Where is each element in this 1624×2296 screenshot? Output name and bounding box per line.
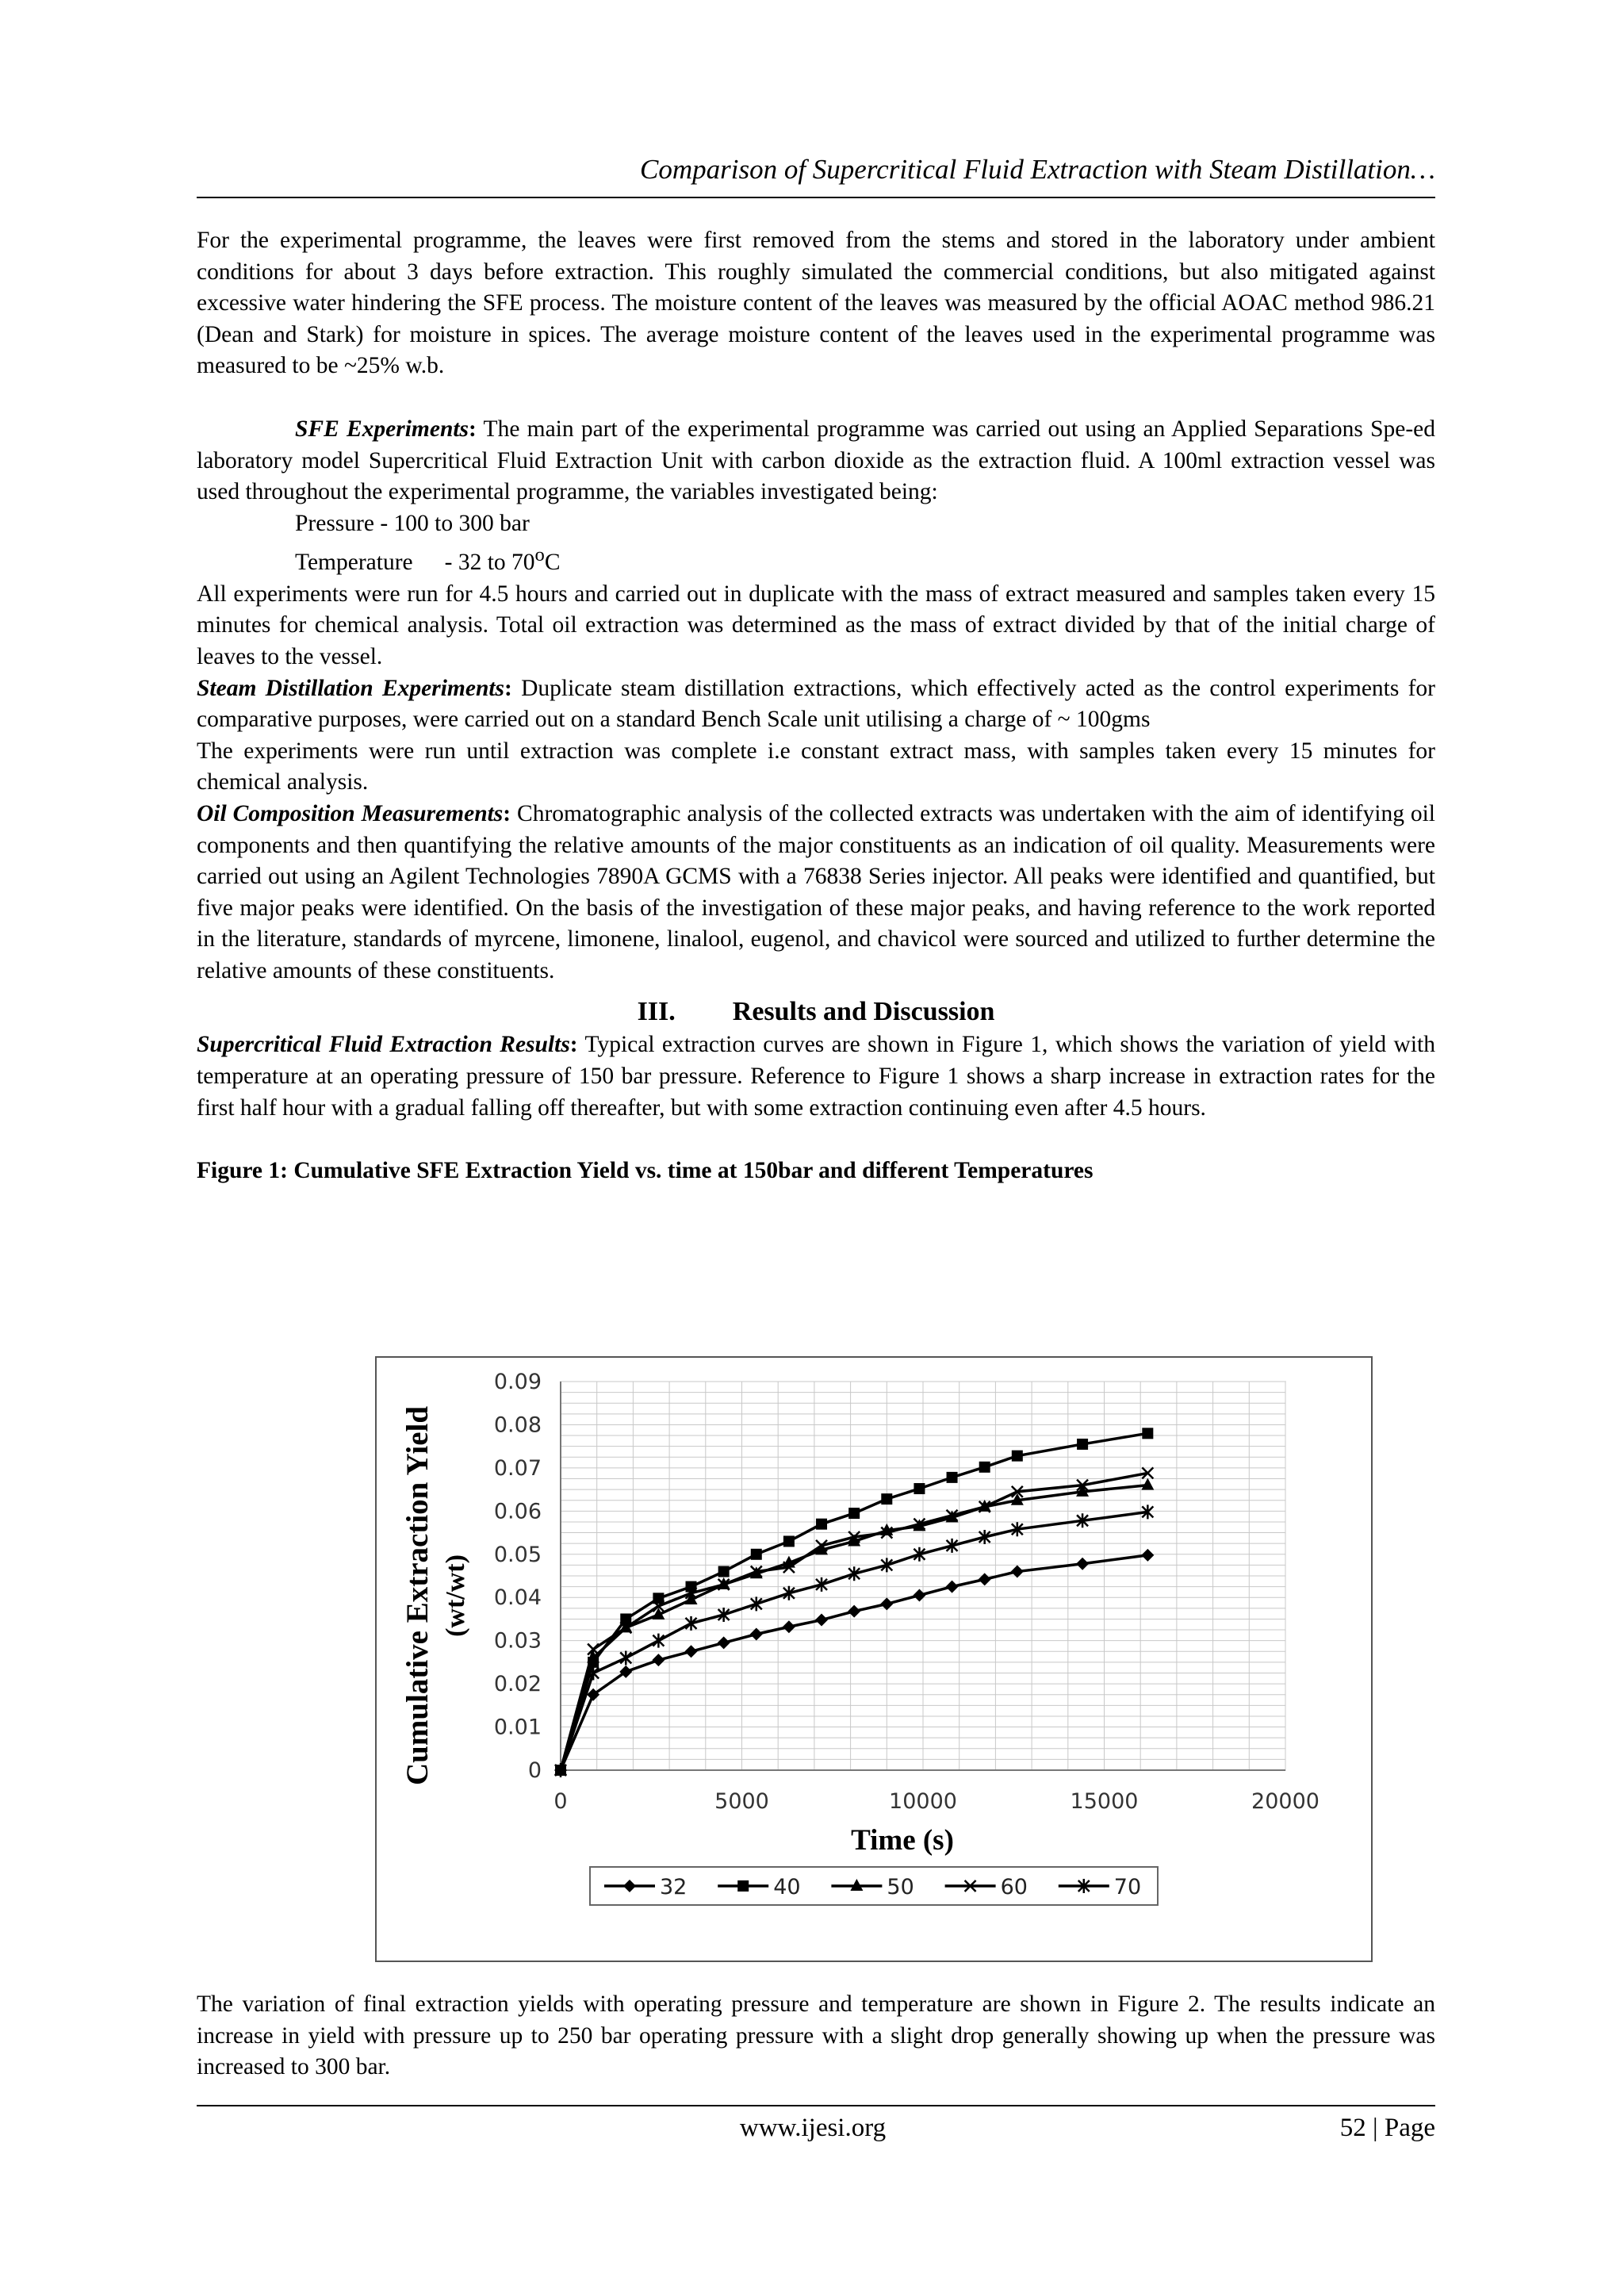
y-tick-label: 0.04 bbox=[493, 1585, 542, 1611]
temp-unit: C bbox=[544, 550, 561, 576]
x-tick-label: 20000 bbox=[1251, 1789, 1320, 1814]
legend-label-40: 40 bbox=[773, 1875, 801, 1899]
degree-mark: o bbox=[534, 544, 545, 566]
y-tick-label: 0.05 bbox=[493, 1542, 542, 1567]
paragraph-oil-composition bbox=[197, 799, 1435, 987]
data-point-40 bbox=[718, 1566, 730, 1577]
figure-1-chart bbox=[375, 1356, 1373, 1962]
oil-composition-colon: : bbox=[503, 800, 511, 826]
data-point-40 bbox=[881, 1493, 892, 1504]
data-point-40 bbox=[979, 1462, 990, 1473]
sfe-results-label: Supercritical Fluid Extraction Results bbox=[197, 1032, 570, 1058]
y-tick-label: 0.01 bbox=[493, 1715, 542, 1740]
y-tick-label: 0.08 bbox=[493, 1412, 542, 1438]
data-point-40 bbox=[783, 1535, 795, 1547]
variable-pressure: Pressure - 100 to 300 bar bbox=[295, 510, 530, 536]
legend-marker-40 bbox=[737, 1880, 749, 1892]
variable-temperature bbox=[197, 539, 1435, 578]
chart-svg bbox=[377, 1358, 1371, 1961]
y-tick-label: 0.02 bbox=[493, 1672, 542, 1697]
section-title: Results and Discussion bbox=[732, 997, 995, 1027]
sfe-experiments-label: SFE Experiments bbox=[295, 416, 469, 442]
section-heading bbox=[197, 995, 1435, 1029]
footer-rule bbox=[197, 2105, 1435, 2106]
body-text-after-figure bbox=[197, 1989, 1435, 2083]
legend-label-32: 32 bbox=[660, 1875, 688, 1899]
temp-range: - 32 to 70 bbox=[444, 550, 535, 576]
x-tick-label: 10000 bbox=[889, 1789, 957, 1814]
figure-caption: Figure 1: Cumulative SFE Extraction Yield vs. time at 150bar and different Temperatures bbox=[197, 1158, 1094, 1184]
x-axis-title: Time (s) bbox=[851, 1824, 954, 1857]
paragraph-experiments-run: The experiments were run until extraction was complete i.e constant extract mass, with samples taken every 15 minutes for chemical analysis. bbox=[197, 738, 1435, 795]
steam-distillation-label: Steam Distillation Experiments bbox=[197, 675, 505, 701]
x-tick-label: 5000 bbox=[714, 1789, 769, 1814]
section-number: III. bbox=[637, 997, 676, 1027]
legend-label-60: 60 bbox=[1000, 1875, 1028, 1899]
oil-composition-label: Oil Composition Measurements bbox=[197, 800, 504, 826]
paragraph-final-yields: The variation of final extraction yields with operating pressure and temperature are shown in Figure 2. The results indicate an increase in yield with pressure up to 250 bar operating pressure with a slight drop generally showing up when the pressure was increased to 300 bar. bbox=[197, 1991, 1435, 2080]
oil-composition-text: Chromatographic analysis of the collected extracts was undertaken with the aim of identifying oil components and then quantifying the relative amounts of the major constituents as an indication of oil quality. Measurements were carried out using an Agilent Technologies 7890A GCMS with a 76838 Series injector. All peaks were identified and quantified, but five major peaks were identified. On the basis of the investigation of these major peaks, and having reference to the work reported in the literature, standards of myrcene, limonene, linalool, eugenol, and chavicol were sourced and utilized to further determine the relative amounts of these constituents. bbox=[197, 800, 1435, 983]
data-point-40 bbox=[848, 1508, 860, 1519]
x-tick-label: 0 bbox=[553, 1789, 568, 1814]
y-tick-label: 0.03 bbox=[493, 1628, 542, 1654]
data-point-40 bbox=[816, 1519, 827, 1530]
y-tick-label: 0.07 bbox=[493, 1455, 542, 1481]
sfe-results-text: Typical extraction curves are shown in Figure 1, which shows the variation of yield with temperature at an operating pressure of 150 bar pressure. Reference to Figure 1 shows a sharp increase in extraction rates for the first half hour with a gradual falling off thereafter, but with some extraction continuing even after 4.5 hours. bbox=[197, 1032, 1435, 1121]
y-axis-subtitle: (wt/wt) bbox=[441, 1554, 470, 1637]
legend-label-70: 70 bbox=[1113, 1875, 1142, 1899]
paragraph-steam-distillation bbox=[197, 673, 1435, 736]
data-point-40 bbox=[947, 1472, 958, 1483]
paragraph-sample-preparation: For the experimental programme, the leaves were first removed from the stems and stored in the laboratory under ambient conditions for about 3 days before extraction. This roughly simulated the commercial conditions, but also mitigated against excessive water hindering the SFE process. The moisture content of the leaves was measured by the official AOAC method 986.21 (Dean and Stark) for moisture in spices. The average moisture content of the leaves used in the experimental programme was measured to be ~25% w.b. bbox=[197, 228, 1435, 379]
header-rule bbox=[197, 197, 1435, 198]
footer-site: www.ijesi.org bbox=[739, 2114, 887, 2142]
sfe-results-colon: : bbox=[569, 1032, 578, 1058]
data-point-40 bbox=[751, 1549, 762, 1560]
legend-label-50: 50 bbox=[887, 1875, 914, 1899]
paragraph-sfe-results bbox=[197, 1029, 1435, 1124]
variable-temperature-label: Temperature bbox=[295, 550, 413, 576]
steam-distillation-colon: : bbox=[504, 675, 512, 701]
body-text bbox=[197, 225, 1435, 1187]
paragraph-all-experiments: All experiments were run for 4.5 hours and carried out in duplicate with the mass of extract measured and samples taken every 15 minutes for chemical analysis. Total oil extraction was determined as the mass of extract divided by that of the initial charge of leaves to the vessel. bbox=[197, 581, 1435, 669]
steam-distillation-text: Duplicate steam distillation extractions, which effectively acted as the control experiments for comparative purposes, were carried out on a standard Bench Scale unit utilising a charge of ~ 100gms bbox=[197, 675, 1435, 733]
y-tick-label: 0.09 bbox=[493, 1370, 542, 1394]
y-tick-label: 0 bbox=[527, 1758, 542, 1783]
variable-temperature-value bbox=[445, 539, 561, 578]
y-tick-label: 0.06 bbox=[493, 1499, 542, 1524]
data-point-40 bbox=[1077, 1439, 1088, 1450]
y-axis-title: Cumulative Extraction Yield bbox=[400, 1405, 435, 1786]
running-header: Comparison of Supercritical Fluid Extraction with Steam Distillation… bbox=[640, 154, 1435, 185]
data-point-40 bbox=[1012, 1451, 1023, 1462]
data-point-40 bbox=[1142, 1428, 1153, 1439]
paragraph-sfe-experiments bbox=[197, 414, 1435, 508]
sfe-experiments-text: The main part of the experimental programme was carried out using an Applied Separations Spe-ed laboratory model Supercritical Fluid Extraction Unit with carbon dioxide as the extraction fluid. A 100ml extraction vessel was used throughout the experimental programme, the variables investigated being: bbox=[197, 416, 1435, 505]
x-tick-label: 15000 bbox=[1070, 1789, 1139, 1814]
data-point-40 bbox=[914, 1483, 925, 1494]
sfe-experiments-colon: : bbox=[469, 416, 477, 442]
footer-page-number: 52 | Page bbox=[1339, 2114, 1435, 2142]
